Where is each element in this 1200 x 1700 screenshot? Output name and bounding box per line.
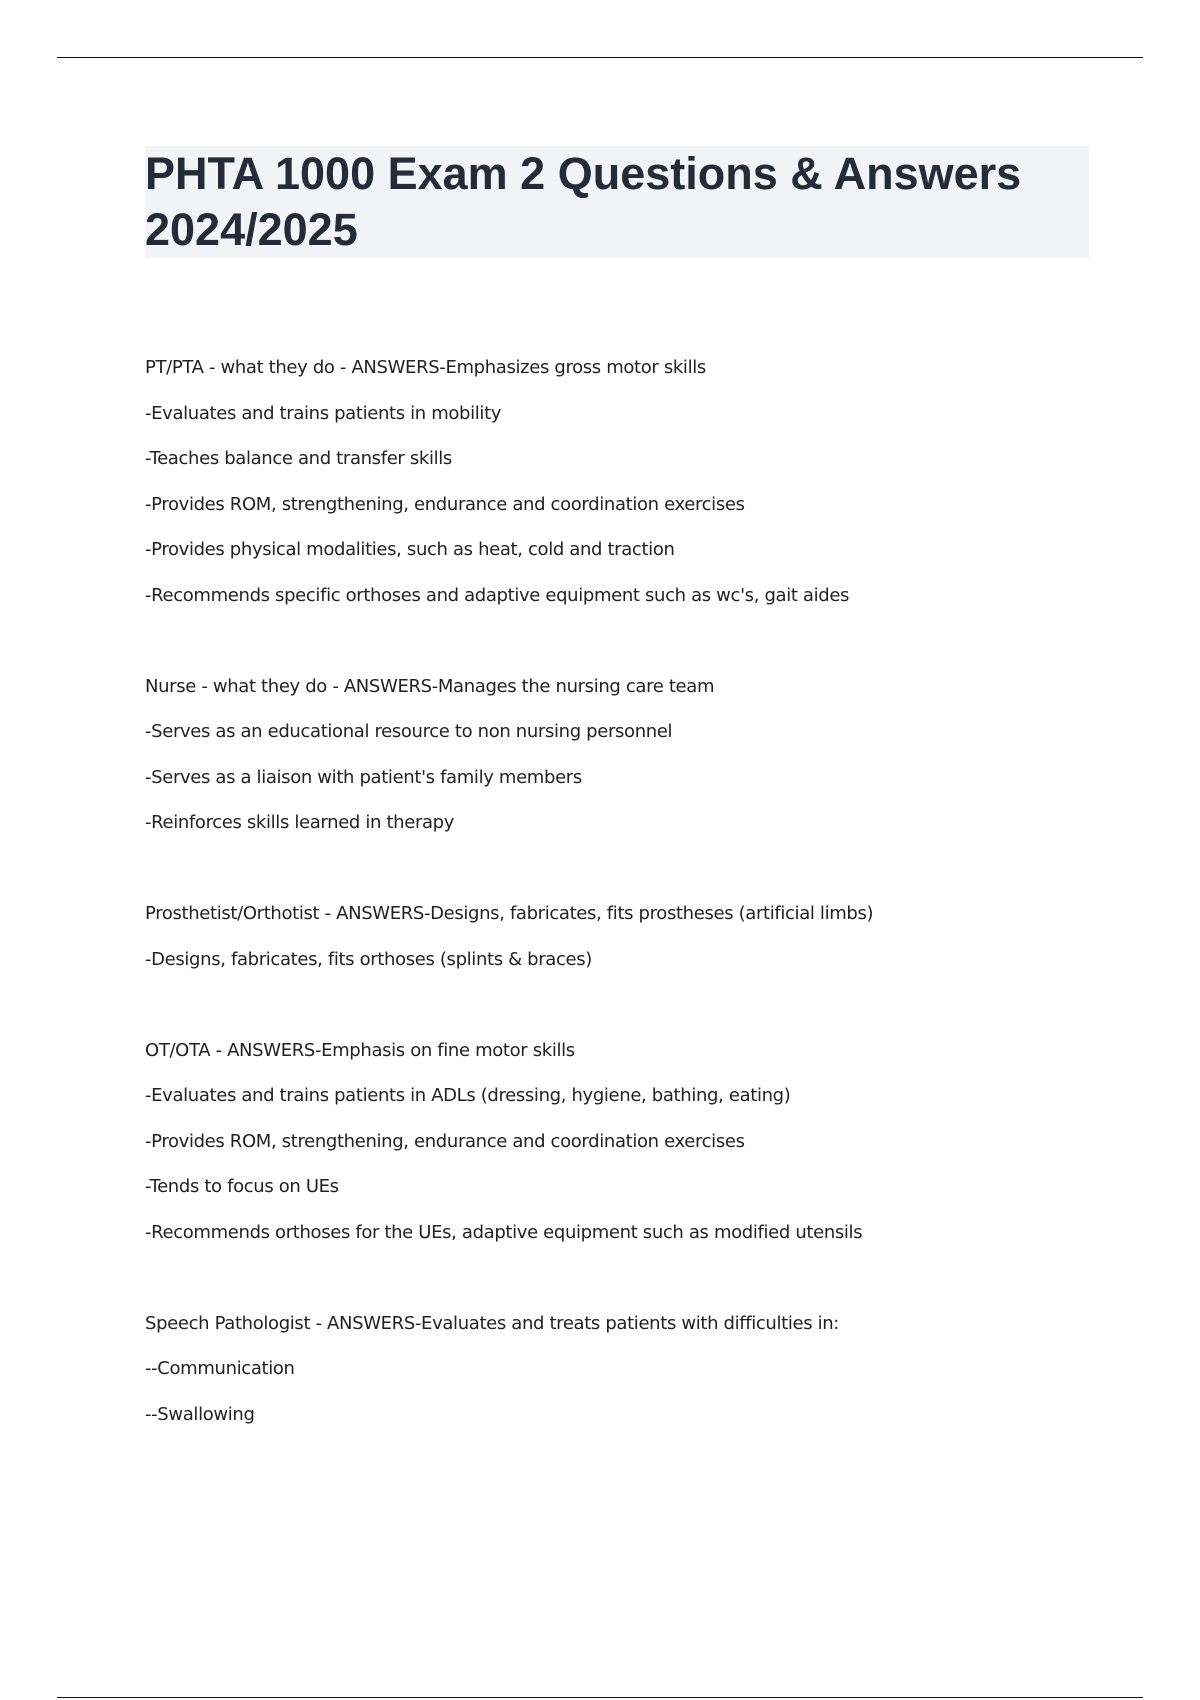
top-divider <box>57 57 1143 58</box>
qa-line: -Serves as a liaison with patient's family members <box>145 766 582 788</box>
qa-line: OT/OTA - ANSWERS-Emphasis on fine motor skills <box>145 1039 575 1061</box>
qa-line: -Provides ROM, strengthening, endurance and coordination exercises <box>145 493 745 515</box>
qa-line: -Evaluates and trains patients in ADLs (dressing, hygiene, bathing, eating) <box>145 1085 791 1106</box>
qa-line: -Teaches balance and transfer skills <box>145 448 452 469</box>
qa-entry <box>145 891 1105 982</box>
qa-content <box>145 345 1105 1483</box>
title-block <box>145 146 1089 258</box>
qa-line: -Evaluates and trains patients in mobility <box>145 402 502 424</box>
qa-line: Speech Pathologist - ANSWERS-Evaluates and treats patients with difficulties in: <box>145 1312 840 1334</box>
qa-line: -Recommends orthoses for the UEs, adaptive equipment such as modified utensils <box>145 1221 863 1243</box>
qa-line: --Swallowing <box>145 1403 255 1425</box>
qa-line: Nurse - what they do - ANSWERS-Manages the nursing care team <box>145 675 715 697</box>
qa-entry <box>145 1301 1105 1438</box>
qa-line: -Provides physical modalities, such as heat, cold and traction <box>145 539 675 560</box>
document-title: PHTA 1000 Exam 2 Questions & Answers 2024/2025 <box>145 148 1022 255</box>
qa-line: PT/PTA - what they do - ANSWERS-Emphasizes gross motor skills <box>145 357 706 378</box>
qa-line: -Designs, fabricates, fits orthoses (splints & braces) <box>145 948 592 970</box>
qa-line: -Tends to focus on UEs <box>145 1176 339 1197</box>
qa-entry <box>145 664 1105 846</box>
qa-line: --Communication <box>145 1358 295 1379</box>
qa-line: -Provides ROM, strengthening, endurance and coordination exercises <box>145 1130 745 1152</box>
qa-line: -Reinforces skills learned in therapy <box>145 812 455 833</box>
bottom-divider <box>57 1697 1143 1698</box>
qa-entry <box>145 1028 1105 1256</box>
qa-entry <box>145 345 1105 618</box>
qa-line: Prosthetist/Orthotist - ANSWERS-Designs, fabricates, fits prostheses (artificial limbs) <box>145 903 874 924</box>
qa-line: -Serves as an educational resource to non nursing personnel <box>145 721 673 742</box>
qa-line: -Recommends specific orthoses and adaptive equipment such as wc's, gait aides <box>145 584 850 606</box>
